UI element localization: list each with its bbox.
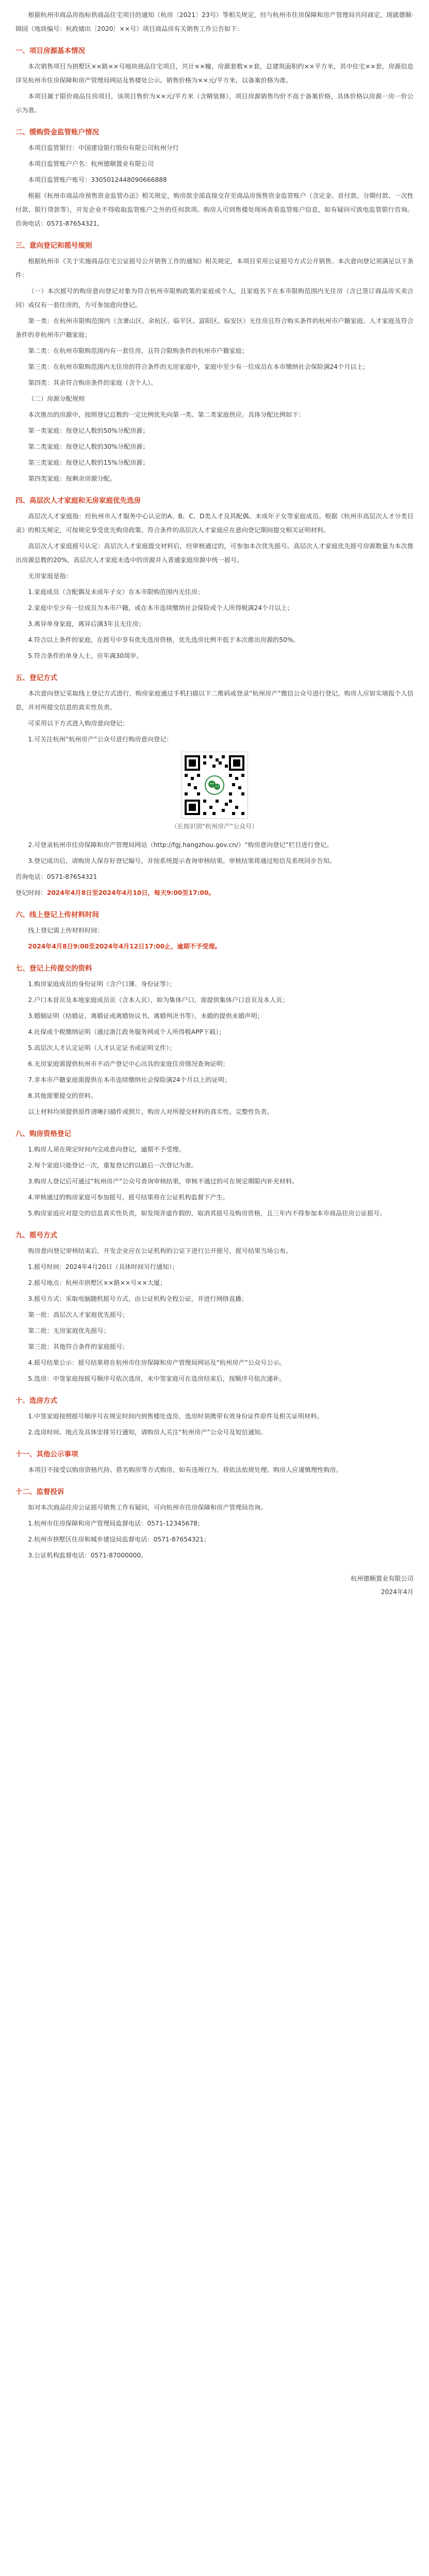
paragraph: 2.选房时间、地点及具体安排另行通知，请购房人关注“杭州房产”公众号及短信通知。 <box>28 1429 267 1436</box>
paragraph: 第二类：在杭州市限购范围内有一套住房，且符合限购条件的杭州市户籍家庭； <box>28 347 248 354</box>
footer-date: 2024年4月 <box>381 1588 414 1596</box>
registration-period-value: 2024年4月8日至2024年4月10日，每天9:00至17:00。 <box>46 889 215 896</box>
intro-paragraph: 根据杭州市商品房指标供商品住宅项目的通知（杭房〔2021〕23号）等相关规定，经与杭州市住房保障和房产管理局共同商定，现就德顺·锦园（地块编号：杭政储出〔2020〕××号）项目商品房有关销售工作公告如下： <box>15 11 414 32</box>
paragraph: 5.符合条件的单身人士，应年满30周岁。 <box>28 652 143 659</box>
paragraph: 本项目属于限价商品住房项目，该项目售价为××元/平方米（含精装修），项目房源销售均价不高于备案价格，具体价格以房源一房一价公示为准。 <box>15 93 414 114</box>
paragraph: 2.可登录杭州市住房保障和房产管理局网站（http://fgj.hangzhou.gov.cn/）“购房意向登记”栏目进行登记。 <box>28 841 333 849</box>
paragraph: 第三类：在杭州市限购范围内无住房的符合条件的无房家庭中，家庭中至少有一位成员在本市缴纳社会保险满24个月以上； <box>28 363 369 370</box>
qr-code-block <box>15 752 414 831</box>
paragraph: 高层次人才家庭摇号认定：高层次人才家庭提交材料后，经审核通过的，可参加本次优先摇号。高层次人才家庭优先摇号房源数量为本次推出房源总数的20%，高层次人才家庭未选中的房源并入普通家庭房源中统一摇号。 <box>15 543 414 564</box>
paragraph: （二）房源分配规则 <box>28 395 85 402</box>
paragraph: （一）本次摇号的购房意向登记对象为符合杭州市限购政策的家庭或个人，且家庭名下在本市限购范围内无住房（含已签订商品房买卖合同）或仅有一套住房的，方可参加意向登记。 <box>15 287 414 309</box>
paragraph: 3.婚姻证明（结婚证、离婚证或离婚协议书、离婚判决书等），未婚的提供未婚声明； <box>28 1012 263 1020</box>
paragraph: 本项目监管账户账号：3305012448090666888 <box>28 176 167 183</box>
paragraph: 3.公证机构监督电话：0571-87000000。 <box>28 1552 147 1559</box>
section-6-title: 六、线上登记上传材料时间 <box>15 911 99 919</box>
section-3-title: 三、意向登记和摇号规则 <box>15 242 92 250</box>
paragraph: 3.购房人登记后可通过“杭州房产”公众号查询审核结果，审核不通过的可在规定期限内补充材料。 <box>28 1178 299 1185</box>
paragraph: 1.购房家庭成员的身份证明（含户口簿、身份证等）； <box>28 980 176 988</box>
paragraph: 本项目监管账户户名：杭州德顺置业有限公司 <box>28 160 154 167</box>
registration-period <box>15 886 414 900</box>
paragraph: 1.家庭成员（含配偶及未成年子女）在本市限购范围内无住房； <box>28 588 204 596</box>
registration-period-label: 登记时间： <box>15 889 47 896</box>
paragraph: 1.摇号时间：2024年4月20日（具体时间另行通知）； <box>28 1263 178 1270</box>
paragraph: 3.离异单身家庭，离异后满3年且无住房； <box>28 620 145 628</box>
paragraph: 根据《杭州市商品房预售资金监管办法》相关规定，购房款全部直接交存至商品房预售资金监管账户（含定金、首付款、分期付款、一次性付款、银行贷款等），开发企业不得收取监管账户之外的任何款项。购房人可到售楼处现场查看监管账户信息，如有疑问可致电监管银行咨询。咨询电话：0571-87654321。 <box>15 192 414 227</box>
paragraph: 4.审核通过的购房家庭可参加摇号，摇号结果将在公证机构监督下产生。 <box>28 1194 229 1201</box>
paragraph: 4.符合以上条件的家庭，在摇号中享有优先选房资格，优先选房比例不低于本次推出房源的50%。 <box>28 636 300 643</box>
qr-caption: （长按识别“杭州房产”公众号） <box>171 823 258 830</box>
section-2-title: 二、缓购资金监管账户情况 <box>15 128 99 137</box>
section-12-title: 十二、监督投诉 <box>15 1488 64 1496</box>
paragraph: 5.选房：中签家庭按摇号顺序号依次选房，未中签家庭可在选房结束后，按顺序号依次递补。 <box>28 1375 286 1382</box>
paragraph: 1.购房人须在规定时间内完成意向登记，逾期不予受理。 <box>28 1146 185 1153</box>
footer-org: 杭州德顺置业有限公司 <box>351 1575 414 1582</box>
paragraph: 可采用以下方式进入购房意向登记： <box>28 720 129 727</box>
paragraph: 第一类：在杭州市限购范围内（含萧山区、余杭区、临平区、富阳区、临安区）无住房且符合购买条件的杭州市户籍家庭、人才家庭及符合条件的非杭州市户籍家庭； <box>15 317 414 338</box>
paragraph: 2.户口本首页及本地家庭成员页（含本人页），如为集体户口，需提供集体户口首页及本人页； <box>28 996 289 1004</box>
paragraph: 高层次人才家庭指：经杭州市人才服务中心认定的A、B、C、D类人才及其配偶、未成年子女等家庭成员。根据《杭州市高层次人才分类目录》的相关规定，可按规定享受优先购房政策。符合条件的高层次人才家庭应在意向登记期间提交相关证明材料。 <box>15 513 414 534</box>
paragraph: 第四类家庭：按剩余房源分配。 <box>28 475 117 482</box>
qr-code-icon <box>182 752 248 818</box>
footer-signature <box>15 1572 414 1599</box>
section-1-title: 一、项目房源基本情况 <box>15 47 85 55</box>
paragraph: 本项目不接受以购房资格代持、借名购房等方式购房，如有违规行为，将依法依规处理。购房人应谨慎理性购房。 <box>28 1466 342 1473</box>
qr-code[interactable] <box>181 752 248 819</box>
paragraph: 本次销售项目为拱墅区××路××号地块商品住宅项目，共计××幢，房源套数××套，总建筑面积约××平方米，其中住宅××套，房源信息详见杭州市住房保障和房产管理局网站及售楼处公示。销售价格为××元/平方米，以备案价格为准。 <box>15 63 414 84</box>
section-7-title: 七、登记上传提交的资料 <box>15 964 92 973</box>
paragraph: 1.杭州市住房保障和房产管理局监督电话：0571-12345678； <box>28 1520 204 1527</box>
paragraph: 8.其他需要提交的资料。 <box>28 1092 97 1099</box>
paragraph: 4.摇号结果公示：摇号结果将在杭州市住房保障和房产管理局网站及“杭州房产”公众号公示。 <box>28 1359 286 1366</box>
paragraph: 2.杭州市拱墅区住房和城乡建设局监督电话：0571-87654321； <box>28 1536 210 1543</box>
paragraph: 本次推出的房源中，按照登记总数的一定比例优先向第一类、第二类家庭供应。具体分配比例如下： <box>28 411 305 418</box>
paragraph: 1.可关注杭州“杭州房产”公众号进行购房意向登记： <box>28 736 173 743</box>
paragraph: 第一批：高层次人才家庭优先摇号； <box>28 1311 129 1318</box>
paragraph: 2.每个家庭只能登记一次，重复登记的以最后一次登记为准。 <box>28 1162 197 1169</box>
paragraph: 第一类家庭：按登记人数的50%分配房源； <box>28 427 149 434</box>
paragraph: 以上材料均须提供原件清晰扫描件或照片，购房人对所提交材料的真实性、完整性负责。 <box>28 1108 273 1115</box>
paragraph: 3.摇号方式：采取电脑随机摇号方式，由公证机构全程公证，并进行网络直播； <box>28 1295 248 1302</box>
paragraph: 5.高层次人才认定证明（人才认定证书或证明文件）； <box>28 1044 176 1052</box>
paragraph: 根据杭州市《关于实施商品住宅公证摇号公开销售工作的通知》相关规定，本项目采用公证摇号方式公开销售。本次意向登记须满足以下条件： <box>15 258 414 279</box>
contact-phone: 咨询电话：0571-87654321 <box>15 873 97 880</box>
paragraph: 2.摇号地点：杭州市拱墅区××路××号××大厦； <box>28 1279 167 1286</box>
section-5-title: 五、登记方式 <box>15 674 57 682</box>
paragraph: 如对本次商品住房公证摇号销售工作有疑问，可向杭州市住房保障和房产管理局咨询。 <box>28 1504 267 1511</box>
paragraph: 本项目监管银行：中国建设银行股份有限公司杭州分行 <box>28 144 179 151</box>
paragraph: 5.购房家庭应对提交的信息真实性负责，如发现弄虚作假的，取消其摇号及购房资格，且三年内不得参加本市商品住房公证摇号。 <box>28 1210 386 1217</box>
paragraph: 第三批：其他符合条件的家庭摇号； <box>28 1343 129 1350</box>
paragraph: 本次意向登记采取线上登记方式进行，购房家庭通过手机扫描以下二维码或登录“杭州房产”微信公众号进行登记。购房人应如实填报个人信息，并对所提交信息的真实性负责。 <box>15 690 414 711</box>
section-8-title: 八、购房资格登记 <box>15 1130 71 1138</box>
section-9-title: 九、摇号方式 <box>15 1231 57 1240</box>
paragraph: 7.非本市户籍家庭需提供在本市连续缴纳社会保险满24个月以上的证明； <box>28 1076 231 1083</box>
section-4-title: 四、高层次人才家庭和无房家庭优先选房 <box>15 497 141 505</box>
section-11-title: 十一、其他公示事项 <box>15 1450 78 1459</box>
paragraph: 第二类家庭：按登记人数的30%分配房源； <box>28 443 149 450</box>
paragraph: 6.无房家庭需提供杭州市不动产登记中心出具的家庭住房情况查询证明； <box>28 1060 229 1067</box>
paragraph: 无房家庭是指： <box>28 572 72 580</box>
paragraph: 第二批：无房家庭优先摇号； <box>28 1327 110 1334</box>
paragraph: 2.家庭中至少有一位成员为本市户籍，或在本市连续缴纳社会保险或个人所得税满24个月以上； <box>28 604 294 612</box>
paragraph: 第三类家庭：按登记人数的15%分配房源； <box>28 459 149 466</box>
paragraph: 3.登记成功后，请购房人保存好登记编号，并按系统提示查询审核结果。审核结果将通过短信及系统同步告知。 <box>28 857 336 865</box>
section-10-title: 十、选房方式 <box>15 1397 57 1405</box>
paragraph: 线上登记需上传材料时间： <box>28 927 104 934</box>
paragraph: 购房意向登记审核结束后，开发企业应在公证机构的公证下进行公开摇号，摇号结果当场公布。 <box>28 1247 292 1255</box>
paragraph: 第四类：其余符合购房条件的家庭（含个人）。 <box>28 379 157 386</box>
upload-period: 2024年4月8日9:00至2024年4月12日17:00止，逾期不予受理。 <box>28 943 221 950</box>
paragraph: 4.社保或个税缴纳证明（通过浙江政务服务网或个人所得税APP下载）； <box>28 1028 225 1036</box>
paragraph: 1.中签家庭按照摇号顺序号在规定时间内到售楼处选房，选房时须携带有效身份证件原件及相关证明材料。 <box>28 1413 323 1420</box>
